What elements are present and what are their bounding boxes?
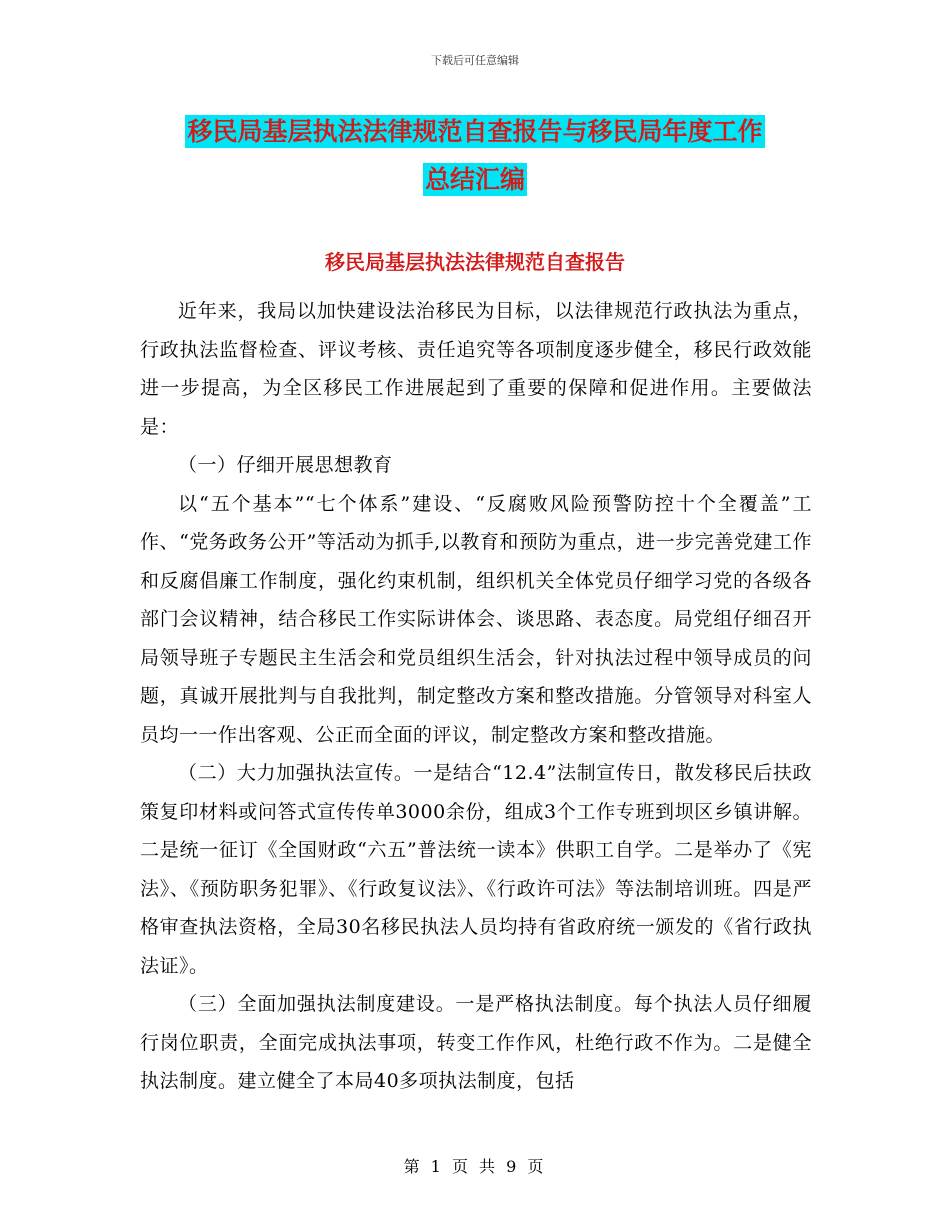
paragraph: 以“五个基本”“七个体系”建设、“反腐败风险预警防控十个全覆盖”工作、“党务政务公开”等活动为抓手,以教育和预防为重点，进一步完善党建工作和反腐倡廉工作制度，强化约束机制，组织机关全体党员仔细学习党的各级各部门会议精神，结合移民工作实际讲体会、谈思路、表态度。局党组仔细召开局领导班子专题民主生活会和党员组织生活会，针对执法过程中领导成员的问题，真诚开展批判与自我批判，制定整改方案和整改措施。分管领导对科室人员均一一作出客观、公正而全面的评议，制定整改方案和整改措施。 <box>140 492 812 746</box>
page-header: 下载后可任意编辑 <box>431 54 519 67</box>
document-title-line-2: 总结汇编 <box>424 165 525 194</box>
subheading: （一）仔细开展思想教育 <box>178 454 393 476</box>
section-title: 移民局基层执法法律规范自查报告 <box>325 250 625 274</box>
document-title-line-1: 移民局基层执法法律规范自查报告与移民局年度工作 <box>187 117 763 146</box>
paragraph: （三）全面加强执法制度建设。一是严格执法制度。每个执法人员仔细履行岗位职责，全面完成执法事项，转变工作作风，杜绝行政不作为。二是健全执法制度。建立健全了本局40多项执法制度，包括 <box>140 993 812 1092</box>
paragraph: 近年来，我局以加快建设法治移民为目标，以法律规范行政执法为重点，行政执法监督检查、评议考核、责任追究等各项制度逐步健全，移民行政效能进一步提高，为全区移民工作进展起到了重要的保障和促进作用。主要做法是： <box>140 300 812 438</box>
page-number: 第 1 页 共 9 页 <box>403 1157 547 1176</box>
paragraph: （二）大力加强执法宣传。一是结合“12.4”法制宣传日，散发移民后扶政策复印材料或问答式宣传传单3000余份，组成3个工作专班到坝区乡镇讲解。二是统一征订《全国财政“六五”普法统一读本》供职工自学。二是举办了《宪法》、《预防职务犯罪》、《行政复议法》、《行政许可法》等法制培训班。四是严格审查执法资格，全局30名移民执法人员均持有省政府统一颁发的《省行政执法证》。 <box>140 762 812 977</box>
document-title <box>0 108 950 204</box>
document-body <box>140 292 812 1101</box>
